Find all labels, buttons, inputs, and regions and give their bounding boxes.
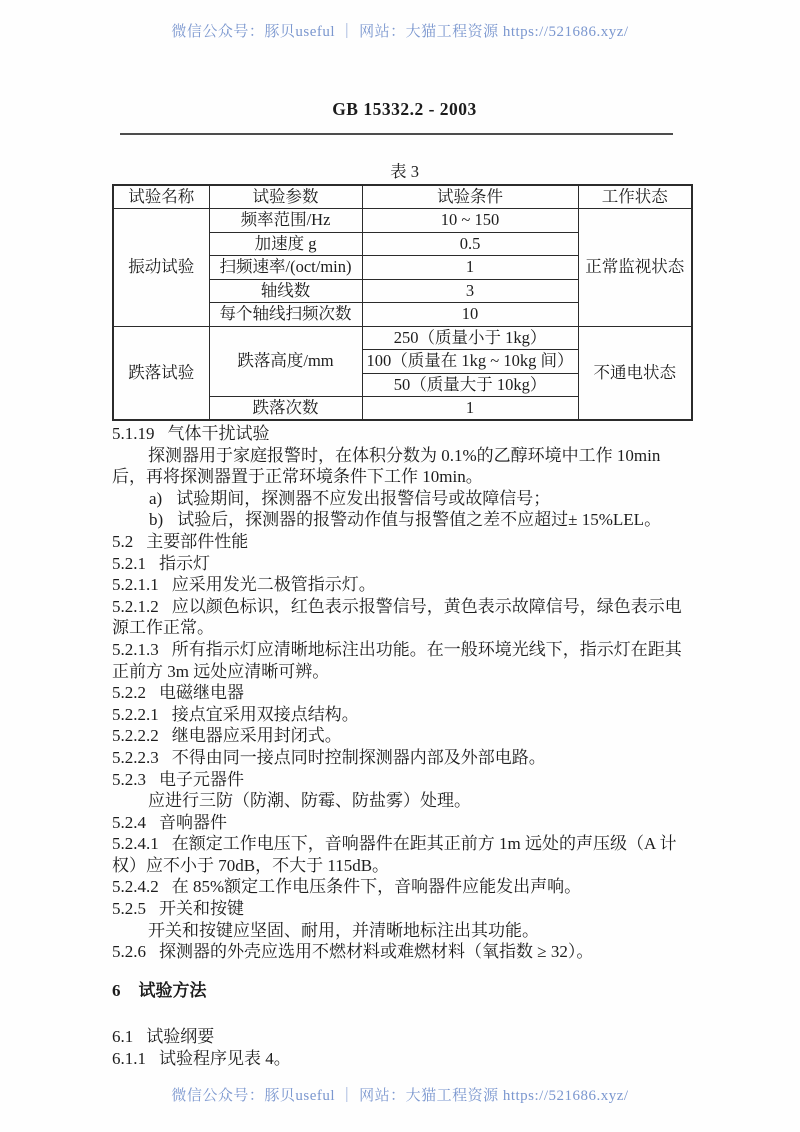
clause-text: 在额定工作电压下，音响器件在距其正前方 1m 远处的声压级（A 计权）应不小于 70dB，不大于 115dB。 xyxy=(112,834,677,875)
clause-number: 6 xyxy=(112,980,121,1000)
section-5-2-2-3 xyxy=(112,747,697,769)
list-item-b xyxy=(112,509,697,531)
condition-cell: 1 xyxy=(362,256,578,280)
clause-number: 5.2 xyxy=(112,531,134,551)
section-6-heading xyxy=(112,980,697,1002)
section-5-1-19 xyxy=(112,423,697,445)
test-spec-table xyxy=(112,184,693,421)
clause-number: 5.2.2.2 xyxy=(112,726,159,746)
drop-height-param-cell: 跌落高度/mm xyxy=(209,326,362,397)
condition-cell: 100（质量在 1kg ~ 10kg 间） xyxy=(362,350,578,374)
clauses xyxy=(112,423,697,1070)
table-row xyxy=(113,209,692,233)
watermark-banner-top: 微信公众号：豚贝useful ｜ 网站：大猫工程资源 https://521686.xyz/ xyxy=(171,24,629,40)
condition-cell: 3 xyxy=(362,279,578,303)
clause-title: 开关和按键 xyxy=(159,899,244,919)
section-5-2-4-1 xyxy=(112,833,697,876)
drop-test-name-cell: 跌落试验 xyxy=(113,326,209,420)
clause-number: 5.2.1.1 xyxy=(112,575,159,595)
clause-text: 试验程序见表 4。 xyxy=(159,1049,291,1069)
clause-number: 5.2.6 xyxy=(112,942,146,962)
clause-text: 不得由同一接点同时控制探测器内部及外部电路。 xyxy=(171,747,546,767)
clause-number: 5.2.1 xyxy=(112,553,146,573)
table-caption: 表 3 xyxy=(390,162,419,181)
condition-cell: 10 ~ 150 xyxy=(362,209,578,233)
drop-count-param-cell: 跌落次数 xyxy=(209,397,362,421)
clause-title: 气体干扰试验 xyxy=(167,424,270,443)
section-5-2-3 xyxy=(112,769,697,791)
table-row xyxy=(113,326,692,350)
clause-text: 接点宜采用双接点结构。 xyxy=(171,704,359,724)
clause-text: 在 85%额定工作电压条件下，音响器件应能发出声响。 xyxy=(171,877,582,897)
condition-cell: 10 xyxy=(362,303,578,327)
para-switch-buttons: 开关和按键应坚固、耐用，并清晰地标注出其功能。 xyxy=(148,920,539,940)
section-5-2-1-3 xyxy=(112,639,697,682)
list-text: 试验期间，探测器不应发出报警信号或故障信号； xyxy=(176,488,551,508)
list-item-a xyxy=(112,488,697,510)
clause-number: 6.1 xyxy=(112,1027,134,1047)
table-header-row xyxy=(113,185,692,209)
section-5-2-2-1 xyxy=(112,704,697,726)
list-marker: b) xyxy=(149,510,164,530)
param-cell: 加速度 g xyxy=(209,232,362,256)
param-cell: 频率范围/Hz xyxy=(209,209,362,233)
clause-number: 5.2.5 xyxy=(112,899,146,919)
section-6-1-1 xyxy=(112,1048,697,1070)
section-5-2-2 xyxy=(112,682,697,704)
document-body xyxy=(112,99,697,1070)
section-5-2-2-2 xyxy=(112,725,697,747)
clause-title: 主要部件性能 xyxy=(146,531,249,551)
header-test-name: 试验名称 xyxy=(113,185,209,209)
clause-number: 5.2.4 xyxy=(112,812,146,832)
list-text: 试验后，探测器的报警动作值与报警值之差不应超过± 15%LEL。 xyxy=(177,510,662,530)
clause-title: 电磁继电器 xyxy=(159,683,244,703)
section-5-2-1-1 xyxy=(112,574,697,596)
watermark-banner-bottom: 微信公众号：豚贝useful ｜ 网站：大猫工程资源 https://521686.xyz/ xyxy=(171,1088,629,1104)
section-5-2-4-2 xyxy=(112,876,697,898)
standard-code: GB 15332.2 - 2003 xyxy=(332,99,477,119)
header-test-condition: 试验条件 xyxy=(362,185,578,209)
clause-number: 6.1.1 xyxy=(112,1049,146,1069)
section-5-2-4 xyxy=(112,812,697,834)
clause-text: 所有指示灯应清晰地标注出功能。在一般环境光线下，指示灯在距其正前方 3m 远处应清晰可辨。 xyxy=(112,639,682,681)
condition-cell: 250（质量小于 1kg） xyxy=(362,326,578,350)
condition-cell: 0.5 xyxy=(362,232,578,256)
condition-cell: 1 xyxy=(362,397,578,421)
section-5-2-5 xyxy=(112,898,697,920)
clause-number: 5.2.1.3 xyxy=(112,639,159,659)
header-divider xyxy=(120,133,673,135)
clause-number: 5.2.4.2 xyxy=(112,877,159,897)
clause-number: 5.2.2.3 xyxy=(112,747,159,767)
clause-text: 继电器应采用封闭式。 xyxy=(171,726,342,746)
section-5-2-1 xyxy=(112,553,697,575)
drop-status-cell: 不通电状态 xyxy=(578,326,692,420)
header-test-param: 试验参数 xyxy=(209,185,362,209)
clause-title: 电子元器件 xyxy=(159,769,244,789)
clause-number: 5.2.3 xyxy=(112,769,146,789)
clause-text: 探测器的外壳应选用不燃材料或难燃材料（氧指数 ≥ 32）。 xyxy=(159,942,594,962)
clause-number: 5.2.2.1 xyxy=(112,704,159,724)
vibration-status-cell: 正常监视状态 xyxy=(578,209,692,327)
para-three-proof: 应进行三防（防潮、防霉、防盐雾）处理。 xyxy=(148,791,471,811)
para-gas-interference: 探测器用于家庭报警时，在体积分数为 0.1%的乙醇环境中工作 10min 后，再将探测器置于正常环境条件下工作 10min。 xyxy=(112,445,661,487)
section-6-1 xyxy=(112,1026,697,1048)
section-5-2-6 xyxy=(112,941,697,963)
clause-title: 试验纲要 xyxy=(146,1027,215,1047)
condition-cell: 50（质量大于 10kg） xyxy=(362,373,578,397)
section-5-2 xyxy=(112,531,697,553)
list-marker: a) xyxy=(149,488,163,508)
clause-title: 音响器件 xyxy=(159,812,227,832)
param-cell: 每个轴线扫频次数 xyxy=(209,303,362,327)
clause-number: 5.1.19 xyxy=(112,424,155,443)
clause-title: 试验方法 xyxy=(138,980,207,1000)
clause-text: 应采用发光二极管指示灯。 xyxy=(171,575,376,595)
param-cell: 扫频速率/(oct/min) xyxy=(209,256,362,280)
clause-title: 指示灯 xyxy=(159,553,210,573)
clause-text: 应以颜色标识，红色表示报警信号，黄色表示故障信号，绿色表示电源工作正常。 xyxy=(112,596,682,638)
clause-number: 5.2.1.2 xyxy=(112,596,159,616)
param-cell: 轴线数 xyxy=(209,279,362,303)
section-5-2-1-2 xyxy=(112,596,697,639)
vibration-test-name-cell: 振动试验 xyxy=(113,209,209,327)
header-work-status: 工作状态 xyxy=(578,185,692,209)
clause-number: 5.2.2 xyxy=(112,683,146,703)
clause-number: 5.2.4.1 xyxy=(112,834,159,854)
